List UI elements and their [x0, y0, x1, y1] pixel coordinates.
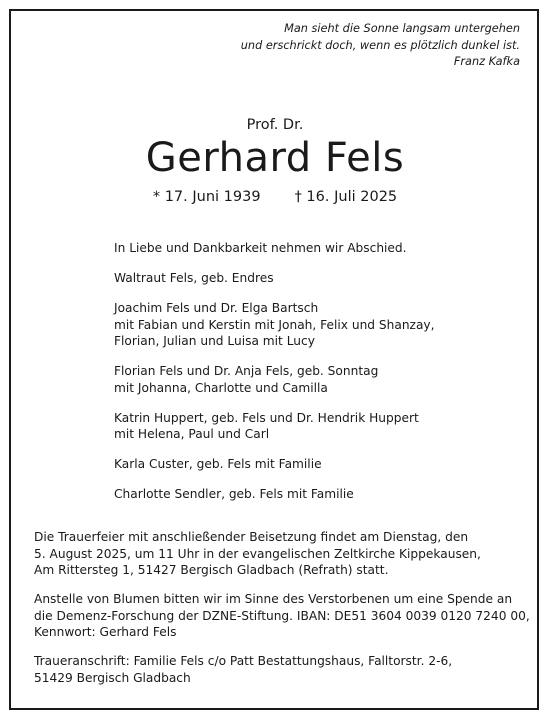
donation-line: Kennwort: Gerhard Fels — [34, 625, 177, 639]
birth-date: * 17. Juni 1939 — [152, 189, 261, 205]
funeral-info — [34, 529, 534, 579]
deceased-name: Gerhard Fels — [145, 135, 405, 181]
mourner-line: Joachim Fels und Dr. Elga Bartsch — [114, 301, 319, 315]
life-dates — [0, 187, 550, 207]
mourner-group — [114, 486, 514, 503]
quote-author: Franz Kafka — [453, 55, 520, 68]
funeral-line: Am Rittersteg 1, 51427 Bergisch Gladbach (Refrath) statt. — [34, 563, 389, 577]
address-line: Traueranschrift: Familie Fels c/o Patt Bestattungshaus, Falltorstr. 2-6, — [34, 654, 453, 668]
farewell-intro: In Liebe und Dankbarkeit nehmen wir Abschied. — [114, 241, 407, 255]
mourner-line: Florian Fels und Dr. Anja Fels, geb. Sonntag — [114, 364, 379, 378]
death-date: † 16. Juli 2025 — [294, 189, 398, 205]
donation-info — [34, 591, 534, 641]
quote-line: und erschrickt doch, wenn es plötzlich dunkel ist. — [240, 38, 520, 52]
mourners-list — [114, 240, 514, 516]
quote-line: Man sieht die Sonne langsam untergehen — [284, 22, 520, 35]
donation-line: Anstelle von Blumen bitten wir im Sinne des Verstorbenen um eine Spende an — [34, 592, 513, 606]
mourner-line: mit Fabian und Kerstin mit Jonah, Felix und Shanzay, — [114, 317, 435, 332]
mourner-group — [114, 456, 514, 473]
mourner-line: Waltraut Fels, geb. Endres — [114, 271, 274, 285]
mourner-group — [114, 270, 514, 287]
academic-title: Prof. Dr. — [246, 117, 304, 133]
donation-line: die Demenz-Forschung der DZNE-Stiftung. IBAN: DE51 3604 0039 0120 7240 00, — [34, 608, 530, 623]
notice-details — [34, 529, 534, 699]
mourner-group — [114, 410, 514, 443]
funeral-line: Die Trauerfeier mit anschließender Beisetzung findet am Dienstag, den — [34, 530, 469, 544]
mourner-group — [114, 363, 514, 396]
funeral-line: 5. August 2025, um 11 Uhr in der evangelischen Zeltkirche Kippekausen, — [34, 546, 481, 561]
address-line: 51429 Bergisch Gladbach — [34, 670, 191, 685]
mourner-line: Charlotte Sendler, geb. Fels mit Familie — [114, 487, 354, 501]
mourner-group — [114, 300, 514, 350]
mourner-line: mit Johanna, Charlotte und Camilla — [114, 380, 328, 395]
epigraph-quote — [160, 21, 520, 71]
mourner-line: Karla Custer, geb. Fels mit Familie — [114, 457, 322, 471]
mourner-line: Katrin Huppert, geb. Fels und Dr. Hendrik Huppert — [114, 410, 419, 425]
mourning-address — [34, 653, 534, 686]
mourner-line: Florian, Julian und Luisa mit Lucy — [114, 334, 315, 348]
mourner-line: mit Helena, Paul und Carl — [114, 427, 270, 441]
